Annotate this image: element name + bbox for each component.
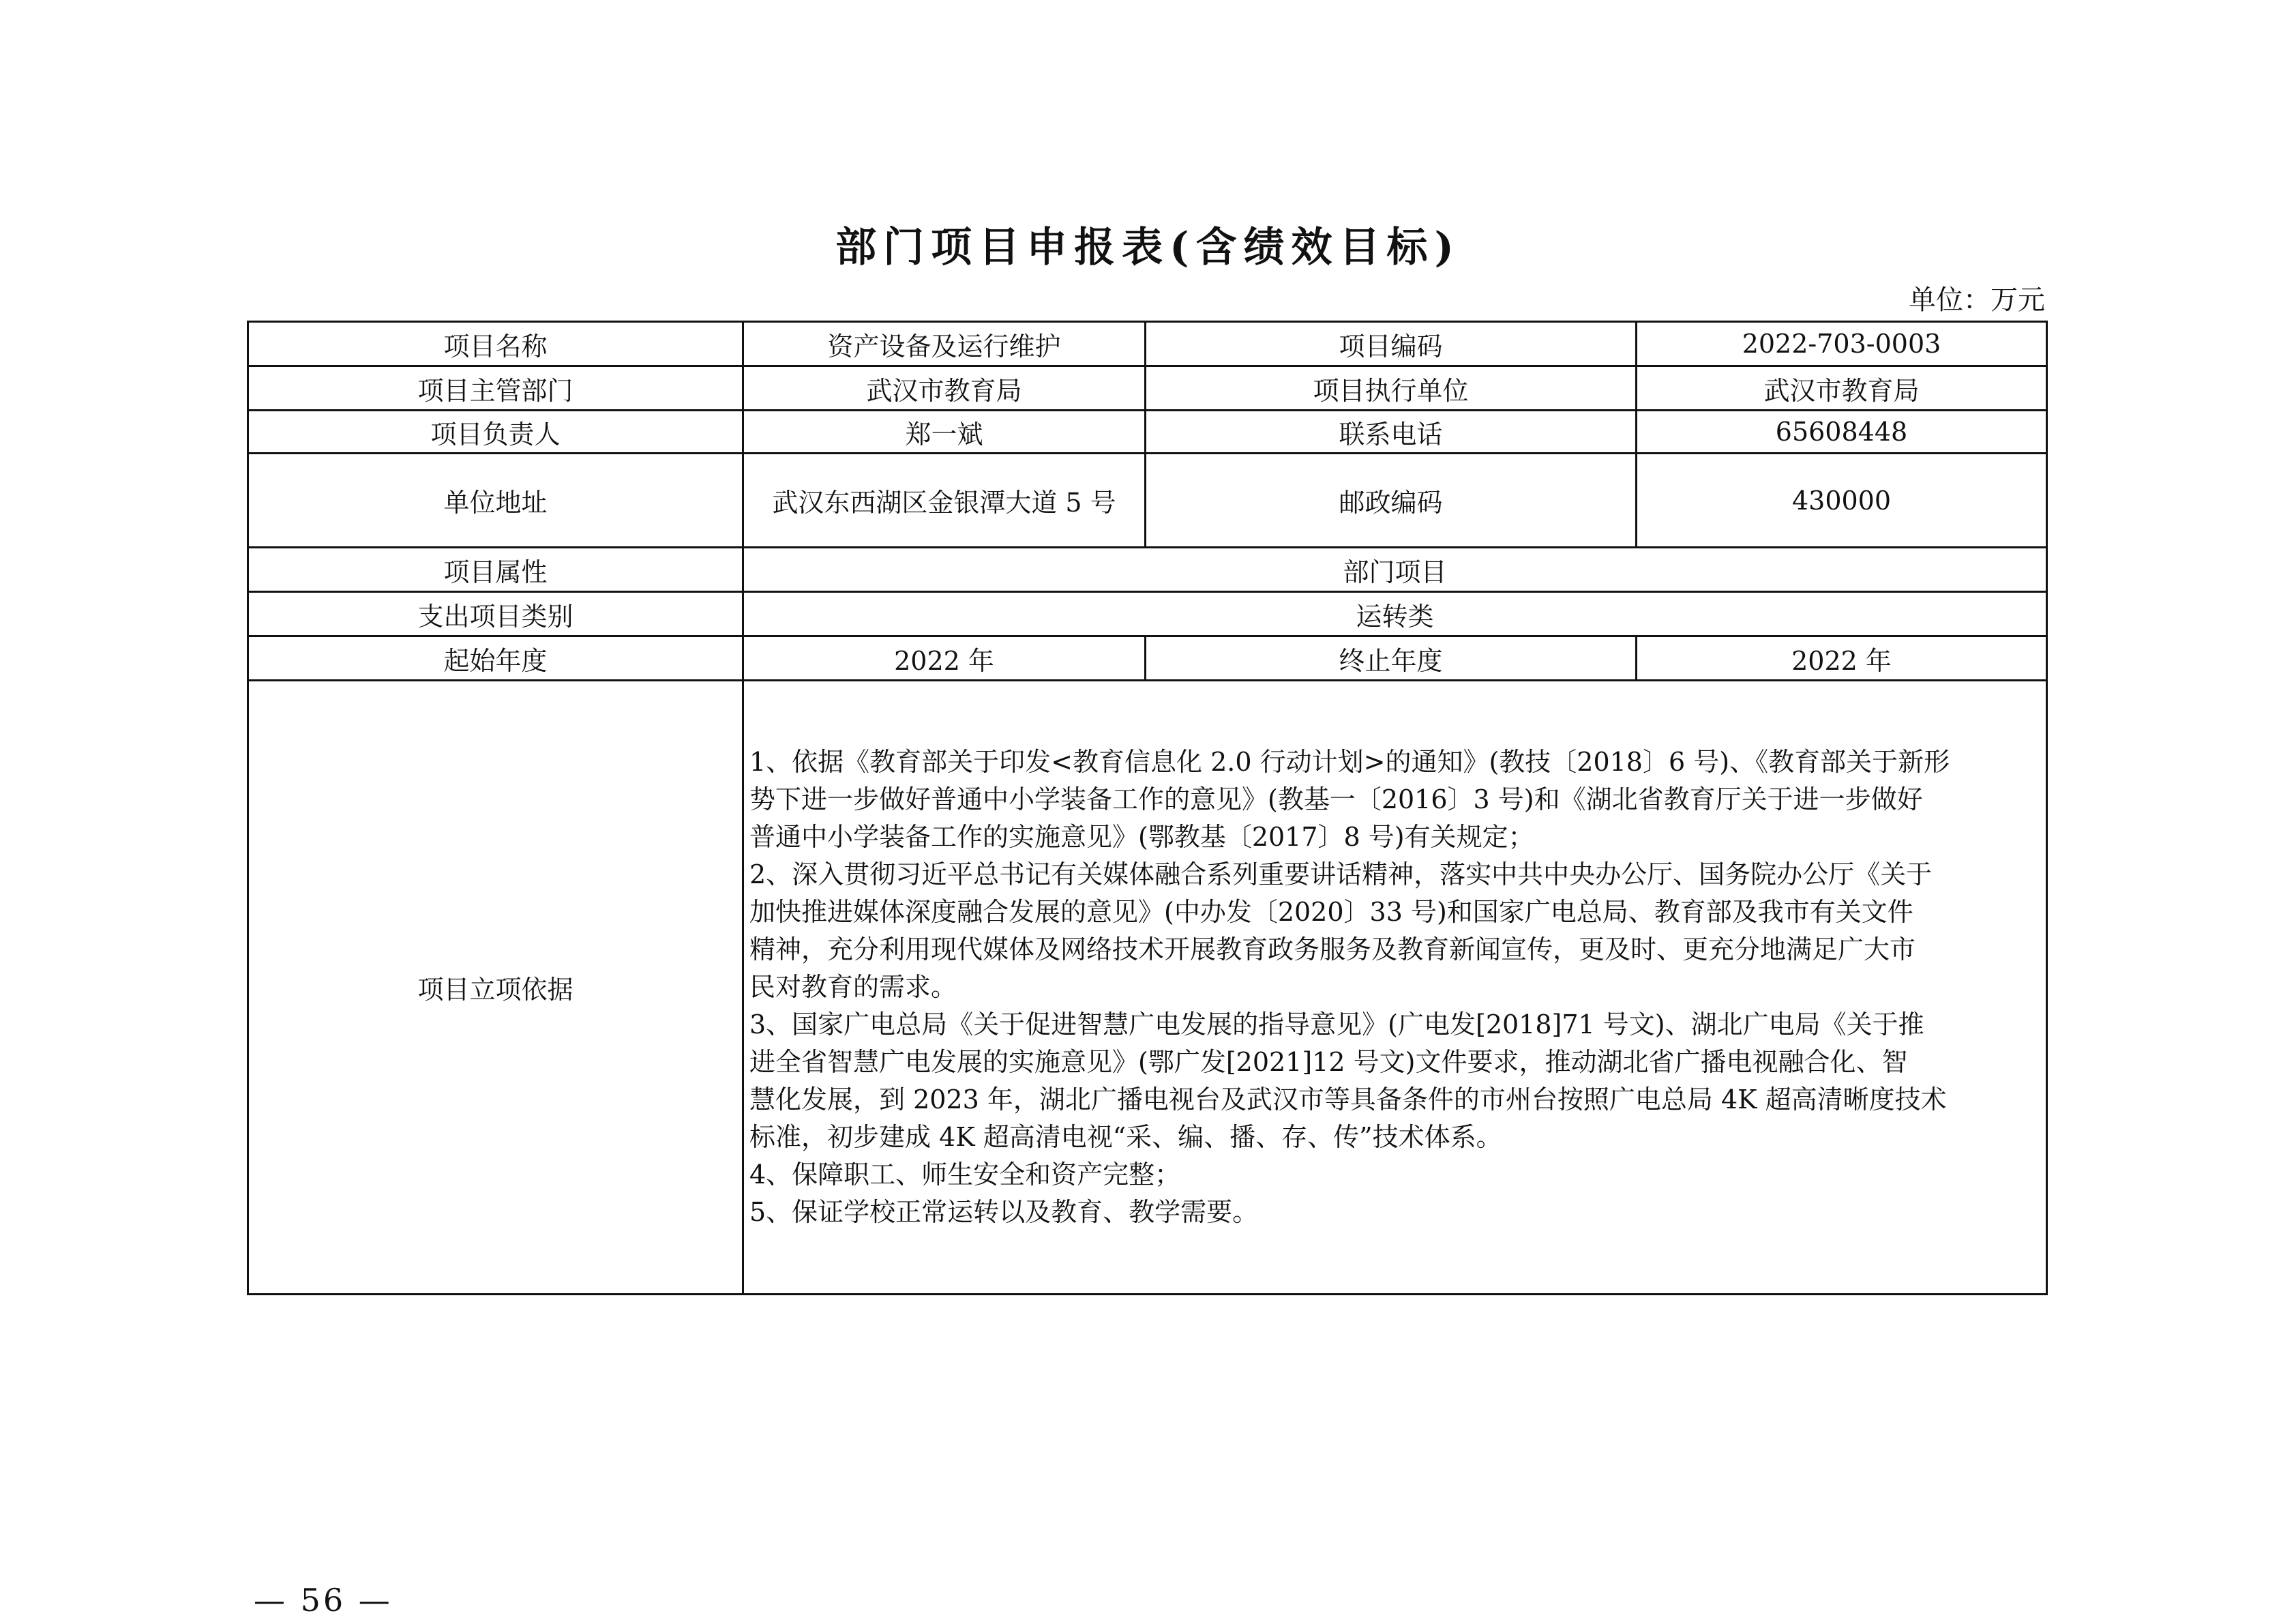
- address-label: 单位地址: [248, 454, 743, 548]
- project-code-label: 项目编码: [1146, 322, 1637, 366]
- postcode-label: 邮政编码: [1146, 454, 1637, 548]
- basis-line: 1、依据《教育部关于印发<教育信息化 2.0 行动计划>的通知》(教技〔2018〕6 号)、《教育部关于新形: [749, 747, 1950, 777]
- category-label: 支出项目类别: [248, 592, 743, 636]
- basis-line: 普通中小学装备工作的实施意见》(鄂教基〔2017〕8 号)有关规定；: [749, 822, 1534, 852]
- basis-line: 慧化发展，到 2023 年，湖北广播电视台及武汉市等具备条件的市州台按照广电总局 4K 超高清晰度技术: [749, 1084, 1947, 1114]
- phone-value: 65608448: [1637, 411, 2047, 454]
- exec-unit-value: 武汉市教育局: [1637, 366, 2047, 411]
- dept-value: 武汉市教育局: [743, 366, 1146, 411]
- address-value: 武汉东西湖区金银潭大道 5 号: [743, 454, 1146, 548]
- table-row: [248, 548, 2047, 592]
- table-row: [248, 636, 2047, 681]
- attribute-value: 部门项目: [743, 548, 2047, 592]
- basis-line: 势下进一步做好普通中小学装备工作的意见》(教基一〔2016〕3 号)和《湖北省教育厅关于进一步做好: [749, 784, 1923, 814]
- table-row: [248, 411, 2047, 454]
- end-year-label: 终止年度: [1146, 636, 1637, 681]
- manager-label: 项目负责人: [248, 411, 743, 454]
- basis-line: 进全省智慧广电发展的实施意见》(鄂广发[2021]12 号文)文件要求，推动湖北省广播电视融合化、智: [749, 1047, 1908, 1077]
- unit-label: 单位：万元: [1909, 284, 2045, 316]
- basis-line: 民对教育的需求。: [749, 972, 957, 1002]
- page-title: 部门项目申报表(含绩效目标): [835, 224, 1461, 271]
- basis-line: 标准，初步建成 4K 超高清电视“采、编、播、存、传”技术体系。: [749, 1122, 1502, 1152]
- page-number: — 56 —: [254, 1582, 393, 1619]
- category-value: 运转类: [743, 592, 2047, 636]
- dept-label: 项目主管部门: [248, 366, 743, 411]
- table-row: [248, 592, 2047, 636]
- table-row: [248, 681, 2047, 1295]
- start-year-label: 起始年度: [248, 636, 743, 681]
- project-form-table: [247, 321, 2048, 1295]
- project-code-value: 2022-703-0003: [1637, 322, 2047, 366]
- table-row: [248, 322, 2047, 366]
- basis-label: 项目立项依据: [248, 681, 743, 1295]
- project-name-value: 资产设备及运行维护: [743, 322, 1146, 366]
- basis-line: 精神，充分利用现代媒体及网络技术开展教育政务服务及教育新闻宣传，更及时、更充分地满足广大市: [749, 934, 1916, 964]
- start-year-value: 2022 年: [743, 636, 1146, 681]
- basis-line: 加快推进媒体深度融合发展的意见》(中办发〔2020〕33 号)和国家广电总局、教育部及我市有关文件: [749, 897, 1913, 927]
- table-row: [248, 454, 2047, 548]
- exec-unit-label: 项目执行单位: [1146, 366, 1637, 411]
- basis-line: 5、保证学校正常运转以及教育、教学需要。: [749, 1197, 1259, 1227]
- end-year-value: 2022 年: [1637, 636, 2047, 681]
- project-name-label: 项目名称: [248, 322, 743, 366]
- table-row: [248, 366, 2047, 411]
- basis-line: 3、国家广电总局《关于促进智慧广电发展的指导意见》(广电发[2018]71 号文)、湖北广电局《关于推: [749, 1009, 1924, 1039]
- manager-value: 郑一斌: [743, 411, 1146, 454]
- basis-line: 2、深入贯彻习近平总书记有关媒体融合系列重要讲话精神，落实中共中央办公厅、国务院办公厅《关于: [749, 859, 1933, 889]
- phone-label: 联系电话: [1146, 411, 1637, 454]
- attribute-label: 项目属性: [248, 548, 743, 592]
- basis-content: [743, 681, 2047, 1295]
- basis-line: 4、保障职工、师生安全和资产完整；: [749, 1160, 1181, 1190]
- postcode-value: 430000: [1637, 454, 2047, 548]
